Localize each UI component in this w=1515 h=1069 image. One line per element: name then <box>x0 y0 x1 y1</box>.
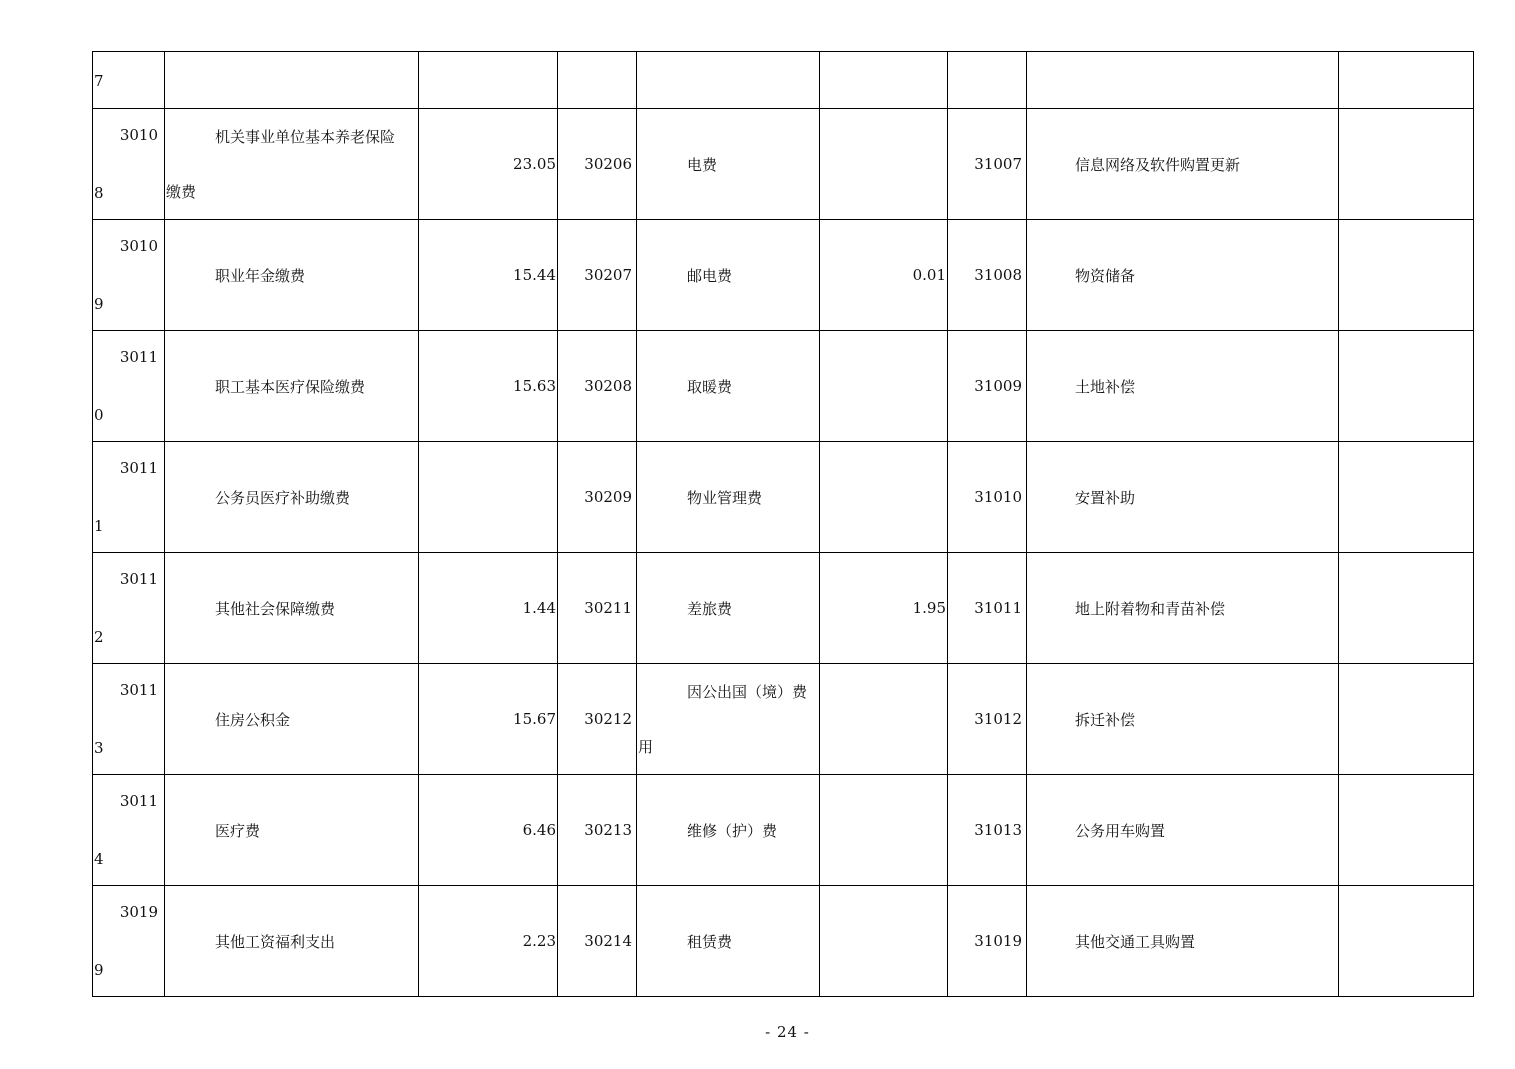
item-name: 医疗费 <box>165 775 419 886</box>
econ-code-cell <box>93 442 165 553</box>
amount-cell: 2.23 <box>419 886 558 997</box>
item-name: 邮电费 <box>637 220 820 331</box>
item-name: 因公出国（境）费 <box>687 683 808 701</box>
code-tail: 8 <box>94 184 104 202</box>
budget-table <box>92 51 1474 997</box>
amount-cell <box>820 775 948 886</box>
table-row <box>93 775 1474 886</box>
econ-code-cell <box>93 331 165 442</box>
amount-cell <box>1339 664 1474 775</box>
item-name-cell <box>637 664 820 775</box>
econ-code-cell: 30211 <box>558 553 637 664</box>
econ-code-cell <box>93 775 165 886</box>
amount-cell: 0.01 <box>820 220 948 331</box>
table-row <box>93 442 1474 553</box>
econ-code-cell: 31011 <box>948 553 1027 664</box>
item-name: 职业年金缴费 <box>165 220 419 331</box>
item-name-cont: 缴费 <box>166 183 197 201</box>
econ-code-cell: 31007 <box>948 109 1027 220</box>
econ-code-cell <box>93 553 165 664</box>
code-head: 3011 <box>119 681 158 699</box>
amount-cell <box>820 886 948 997</box>
table-row <box>93 886 1474 997</box>
econ-code-cell <box>93 886 165 997</box>
item-name: 拆迁补偿 <box>1027 664 1339 775</box>
item-name: 职工基本医疗保险缴费 <box>165 331 419 442</box>
amount-cell <box>1339 331 1474 442</box>
item-name: 住房公积金 <box>165 664 419 775</box>
item-name: 物业管理费 <box>637 442 820 553</box>
code-head: 3011 <box>119 348 158 366</box>
code-tail: 4 <box>94 850 104 868</box>
code-tail: 7 <box>94 72 104 90</box>
item-name: 安置补助 <box>1027 442 1339 553</box>
item-name: 信息网络及软件购置更新 <box>1027 109 1339 220</box>
econ-code-cell <box>93 109 165 220</box>
code-head: 3019 <box>119 903 158 921</box>
code-tail: 3 <box>94 739 104 757</box>
econ-code-cell: 30208 <box>558 331 637 442</box>
amount-cell <box>1339 553 1474 664</box>
table-row <box>93 52 1474 109</box>
item-name: 公务用车购置 <box>1027 775 1339 886</box>
amount-cell: 15.63 <box>419 331 558 442</box>
code-head: 3010 <box>119 126 158 144</box>
table-row <box>93 220 1474 331</box>
econ-code-cell <box>93 664 165 775</box>
econ-code-cell <box>93 220 165 331</box>
econ-code-cell: 30212 <box>558 664 637 775</box>
code-tail: 9 <box>94 295 104 313</box>
amount-cell <box>1339 442 1474 553</box>
item-name: 差旅费 <box>637 553 820 664</box>
item-name: 物资储备 <box>1027 220 1339 331</box>
table-row <box>93 331 1474 442</box>
table-row <box>93 553 1474 664</box>
code-head: 3011 <box>119 459 158 477</box>
econ-code-cell: 30213 <box>558 775 637 886</box>
econ-code-cell: 31010 <box>948 442 1027 553</box>
table-row <box>93 109 1474 220</box>
item-name: 土地补偿 <box>1027 331 1339 442</box>
econ-code-cell: 30209 <box>558 442 637 553</box>
econ-code-cell: 30206 <box>558 109 637 220</box>
code-head: 3011 <box>119 570 158 588</box>
amount-cell <box>820 442 948 553</box>
econ-code-cell: 31013 <box>948 775 1027 886</box>
econ-code-cell: 30207 <box>558 220 637 331</box>
page-number: - 24 - <box>765 1023 810 1041</box>
amount-cell: 15.67 <box>419 664 558 775</box>
item-name-cont: 用 <box>638 738 654 756</box>
code-head: 3010 <box>119 237 158 255</box>
item-name: 取暖费 <box>637 331 820 442</box>
item-name: 其他社会保障缴费 <box>165 553 419 664</box>
amount-cell: 1.44 <box>419 553 558 664</box>
amount-cell: 15.44 <box>419 220 558 331</box>
item-name-cell <box>165 109 419 220</box>
amount-cell <box>1339 775 1474 886</box>
code-tail: 1 <box>94 517 104 535</box>
item-name: 机关事业单位基本养老保险 <box>215 128 396 146</box>
amount-cell <box>820 331 948 442</box>
item-name: 其他交通工具购置 <box>1027 886 1339 997</box>
amount-cell <box>1339 886 1474 997</box>
amount-cell <box>1339 220 1474 331</box>
amount-cell: 1.95 <box>820 553 948 664</box>
item-name: 维修（护）费 <box>637 775 820 886</box>
econ-code-cell: 31008 <box>948 220 1027 331</box>
code-tail: 0 <box>94 406 104 424</box>
item-name: 租赁费 <box>637 886 820 997</box>
code-tail: 2 <box>94 628 104 646</box>
amount-cell <box>1339 109 1474 220</box>
econ-code-cell: 31012 <box>948 664 1027 775</box>
item-name: 地上附着物和青苗补偿 <box>1027 553 1339 664</box>
econ-code-cell: 31009 <box>948 331 1027 442</box>
code-head: 3011 <box>119 792 158 810</box>
amount-cell: 6.46 <box>419 775 558 886</box>
amount-cell <box>820 664 948 775</box>
econ-code-cell: 30214 <box>558 886 637 997</box>
code-tail: 9 <box>94 961 104 979</box>
amount-cell: 23.05 <box>419 109 558 220</box>
econ-code-cell: 31019 <box>948 886 1027 997</box>
item-name: 其他工资福利支出 <box>165 886 419 997</box>
table-row <box>93 664 1474 775</box>
item-name: 电费 <box>637 109 820 220</box>
item-name: 公务员医疗补助缴费 <box>165 442 419 553</box>
amount-cell <box>419 442 558 553</box>
code-cell <box>93 52 165 109</box>
amount-cell <box>820 109 948 220</box>
